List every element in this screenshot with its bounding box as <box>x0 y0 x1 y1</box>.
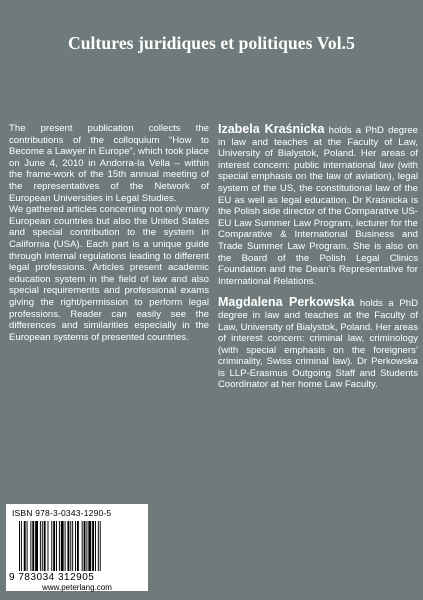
author-bio-text: holds a PhD degree in law and teaches at the Faculty of Law, University of Bialystok, Poland. Her areas of interest concern: public international law (with special emphasis on the law of aviation), legal system of the US, the constitutional law of the EU as well as legal education. Dr Kraśnicka is the Polish side director of the Comparative US-EU Law Summer Law Program, lecturer for the Comparative & International Business and Trade Summer Law Program. She is also on the Board of the Polish Legal Clinics Foundation and the Dean’s Representative for International Relations. <box>218 125 418 287</box>
author-bio-text: holds a PhD degree in law and teaches at the Faculty of Law, University of Bialystok, Poland. Her areas of interest concern: criminal law, criminology (with special emphasis on the foreigners’ criminality, Swiss criminal law). Dr Perkowska is LLP-Erasmus Outgoing Staff and Students Coordinator at her home Law Faculty. <box>218 298 418 391</box>
description-paragraph: The present publication collects the contributions of the colloquium “How to Become a Lawyer in Europe”, which took place on June 4, 2010 in Andorra-la Vella – within the frame-work of the 15th annual meeting of the representatives of the Network of European Universities in Legal Studies. <box>9 123 209 204</box>
barcode-icon <box>19 521 140 571</box>
barcode-digits: 9 783034 312905 <box>9 572 95 583</box>
barcode-block <box>6 504 148 591</box>
author-bio <box>218 123 418 287</box>
book-description <box>9 123 209 343</box>
author-bio <box>218 296 418 391</box>
isbn-label: ISBN 978-3-0343-1290-5 <box>12 508 112 518</box>
author-name: Izabela Kraśnicka <box>218 122 325 136</box>
series-title: Cultures juridiques et politiques Vol.5 <box>67 33 356 53</box>
author-bios <box>218 123 418 391</box>
author-name: Magdalena Perkowska <box>218 295 355 310</box>
publisher-url: www.peterlang.com <box>42 583 112 592</box>
description-paragraph: We gathered articles concerning not only many European countries but also the United States and special contribution to the system in California (USA). Each part is a unique guide through internal regulations leading to different legal professions. Articles present academic education system in the field of law and also special requirements and professional exams giving the right/permission to perform legal professions. Reader can easily see the differences and similarities especially in the European systems of presented countries. <box>9 204 209 343</box>
